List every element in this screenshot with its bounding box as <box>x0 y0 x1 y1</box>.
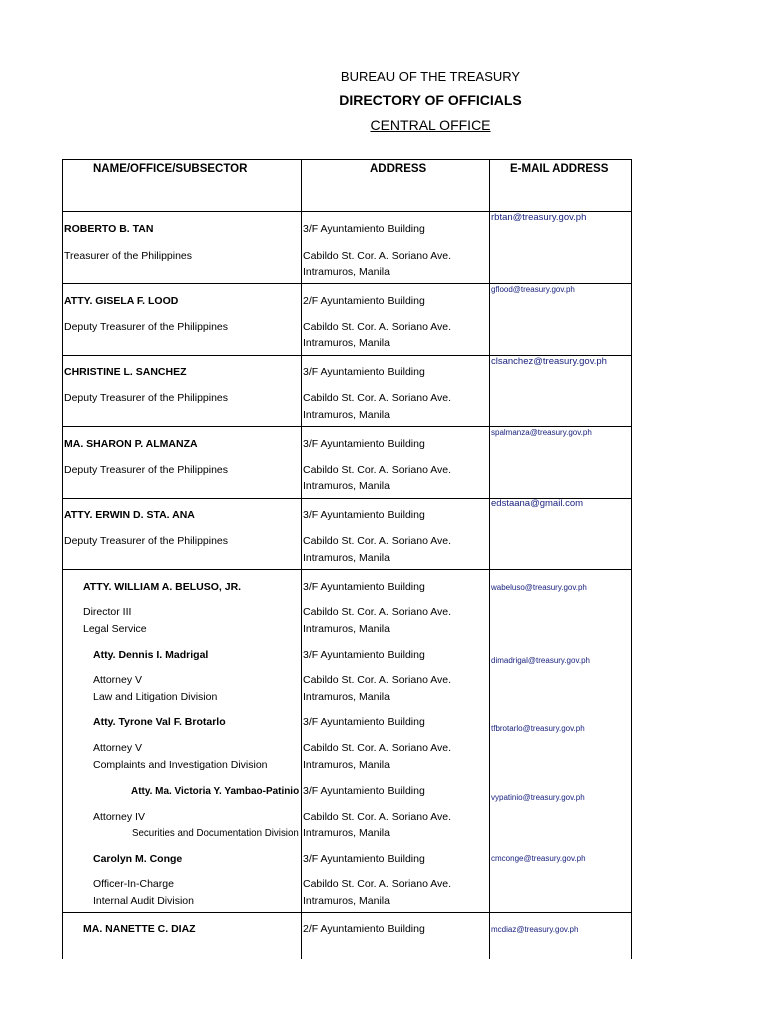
address-line: 3/F Ayuntamiento Building <box>303 716 425 728</box>
address-line: Cabildo St. Cor. A. Soriano Ave. <box>303 811 452 823</box>
email-address: edstaana@gmail.com <box>491 498 584 509</box>
official-title: Officer-In-Charge <box>93 878 174 890</box>
official-name: Carolyn M. Conge <box>93 853 183 865</box>
official-title: Attorney IV <box>93 811 145 823</box>
official-office: Legal Service <box>83 623 147 635</box>
column-header-name: NAME/OFFICE/SUBSECTOR <box>93 163 248 175</box>
address-line: Cabildo St. Cor. A. Soriano Ave. <box>303 321 452 333</box>
document-title: DIRECTORY OF OFFICIALS <box>339 92 522 108</box>
official-name: ATTY. ERWIN D. STA. ANA <box>64 509 195 521</box>
email-address: vypatinio@treasury.gov.ph <box>491 793 585 802</box>
column-divider <box>489 160 490 959</box>
address-line: 3/F Ayuntamiento Building <box>303 785 425 797</box>
email-address: cmconge@treasury.gov.ph <box>491 854 586 863</box>
official-title: Attorney V <box>93 674 143 686</box>
address-line: 3/F Ayuntamiento Building <box>303 509 425 521</box>
address-line: 3/F Ayuntamiento Building <box>303 438 425 450</box>
address-line: 3/F Ayuntamiento Building <box>303 649 425 661</box>
column-divider <box>301 160 302 959</box>
address-line: Intramuros, Manila <box>303 827 390 839</box>
row-divider <box>63 569 631 570</box>
email-address: rbtan@treasury.gov.ph <box>491 212 587 223</box>
official-title: Deputy Treasurer of the Philippines <box>64 535 229 547</box>
official-name: Atty. Tyrone Val F. Brotarlo <box>93 716 226 728</box>
official-title: Treasurer of the Philippines <box>64 250 193 262</box>
official-office: Complaints and Investigation Division <box>93 759 268 771</box>
column-header-address: ADDRESS <box>370 163 427 175</box>
row-divider <box>63 912 631 913</box>
address-line: Intramuros, Manila <box>303 480 390 492</box>
official-name: Atty. Ma. Victoria Y. Yambao-Patinio <box>131 785 300 797</box>
official-name: MA. NANETTE C. DIAZ <box>83 923 196 935</box>
address-line: Cabildo St. Cor. A. Soriano Ave. <box>303 535 452 547</box>
official-title: Deputy Treasurer of the Philippines <box>64 464 229 476</box>
address-line: Cabildo St. Cor. A. Soriano Ave. <box>303 392 452 404</box>
email-address: spalmanza@treasury.gov.ph <box>491 428 592 437</box>
column-header-email: E-MAIL ADDRESS <box>510 163 609 175</box>
official-office: Internal Audit Division <box>93 895 194 907</box>
address-line: Cabildo St. Cor. A. Soriano Ave. <box>303 674 452 686</box>
email-address: wabeluso@treasury.gov.ph <box>491 583 587 592</box>
email-address: mcdiaz@treasury.gov.ph <box>491 925 579 934</box>
address-line: 3/F Ayuntamiento Building <box>303 581 425 593</box>
address-line: Intramuros, Manila <box>303 895 390 907</box>
email-address: gflood@treasury.gov.ph <box>491 285 575 294</box>
agency-name: BUREAU OF THE TREASURY <box>340 69 521 84</box>
address-line: Intramuros, Manila <box>303 266 390 278</box>
official-office: Law and Litigation Division <box>93 691 218 703</box>
official-title: Deputy Treasurer of the Philippines <box>64 321 229 333</box>
email-address: dimadrigal@treasury.gov.ph <box>491 656 590 665</box>
address-line: Intramuros, Manila <box>303 409 390 421</box>
address-line: 3/F Ayuntamiento Building <box>303 366 425 378</box>
address-line: 2/F Ayuntamiento Building <box>303 295 425 307</box>
address-line: 2/F Ayuntamiento Building <box>303 923 425 935</box>
official-name: MA. SHARON P. ALMANZA <box>64 438 198 450</box>
email-address: clsanchez@treasury.gov.ph <box>491 356 607 367</box>
address-line: Cabildo St. Cor. A. Soriano Ave. <box>303 878 452 890</box>
official-name: ATTY. GISELA F. LOOD <box>64 295 179 307</box>
official-name: CHRISTINE L. SANCHEZ <box>64 366 187 378</box>
address-line: Intramuros, Manila <box>303 337 390 349</box>
address-line: Cabildo St. Cor. A. Soriano Ave. <box>303 742 452 754</box>
official-title: Director III <box>83 606 132 618</box>
address-line: Intramuros, Manila <box>303 691 390 703</box>
address-line: Intramuros, Manila <box>303 759 390 771</box>
official-title: Deputy Treasurer of the Philippines <box>64 392 229 404</box>
address-line: 3/F Ayuntamiento Building <box>303 853 425 865</box>
directory-table <box>62 159 632 959</box>
address-line: Cabildo St. Cor. A. Soriano Ave. <box>303 250 452 262</box>
official-office: Securities and Documentation Division <box>132 827 299 839</box>
address-line: Intramuros, Manila <box>303 552 390 564</box>
official-title: Attorney V <box>93 742 143 754</box>
address-line: 3/F Ayuntamiento Building <box>303 223 425 235</box>
address-line: Cabildo St. Cor. A. Soriano Ave. <box>303 606 452 618</box>
address-line: Intramuros, Manila <box>303 623 390 635</box>
address-line: Cabildo St. Cor. A. Soriano Ave. <box>303 464 452 476</box>
official-name: Atty. Dennis I. Madrigal <box>93 649 209 661</box>
official-name: ATTY. WILLIAM A. BELUSO, JR. <box>83 581 242 593</box>
email-address: tfbrotarlo@treasury.gov.ph <box>491 724 585 733</box>
official-name: ROBERTO B. TAN <box>64 223 154 235</box>
office-heading: CENTRAL OFFICE <box>370 117 491 133</box>
